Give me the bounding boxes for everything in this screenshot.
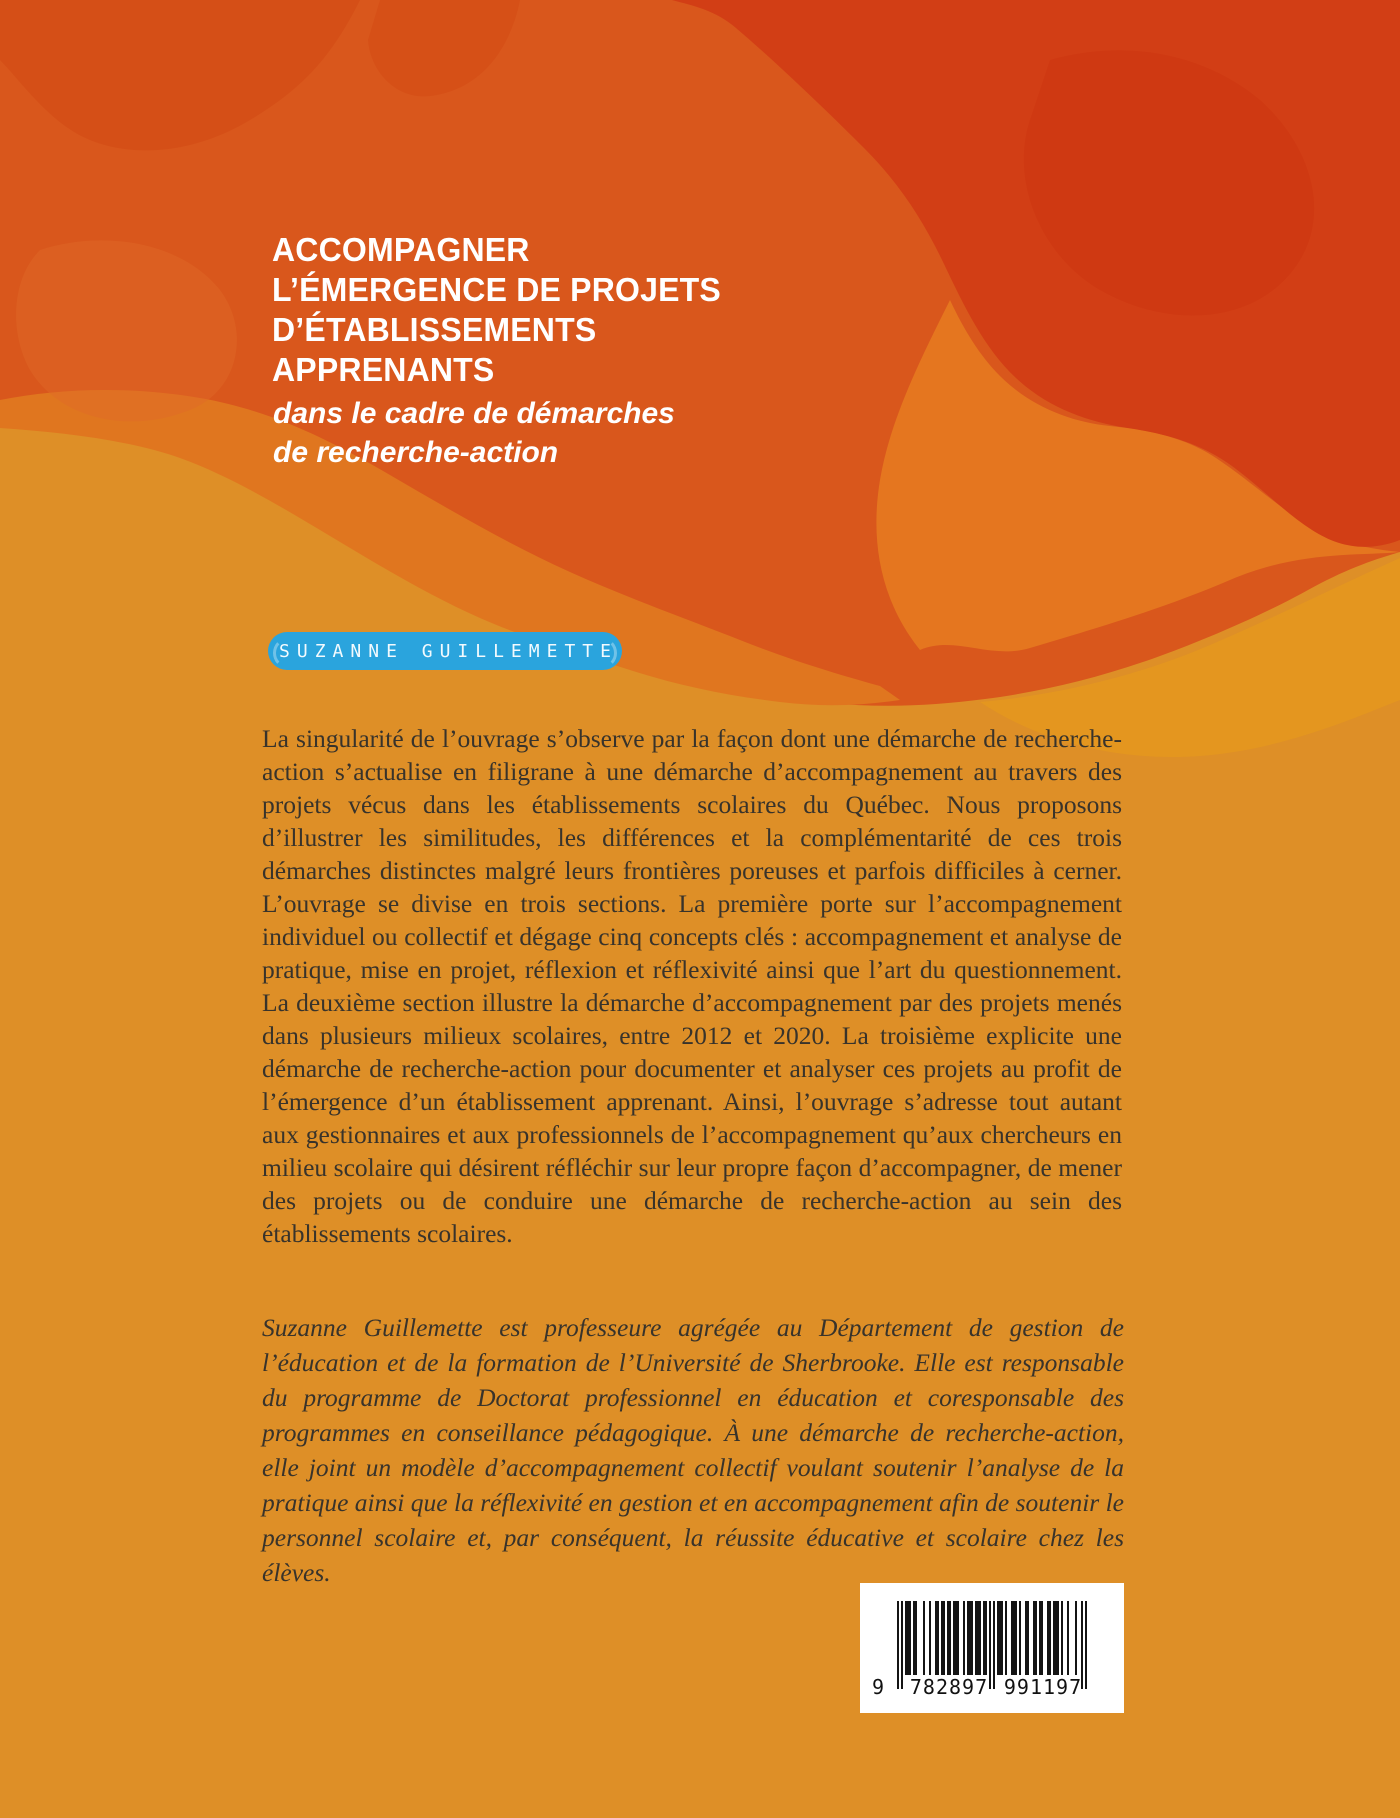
isbn-group2: 991197	[1003, 1675, 1083, 1699]
title-line: L’ÉMERGENCE DE PROJETS	[272, 271, 721, 308]
title-line: D’ÉTABLISSEMENTS	[272, 311, 597, 348]
subtitle-line: de recherche-action	[273, 436, 559, 469]
book-title	[272, 230, 735, 390]
title-line: ACCOMPAGNER	[272, 231, 530, 268]
author-name-label: SUZANNE GUILLEMETTE	[279, 640, 618, 662]
isbn-group1: 782897	[909, 1675, 989, 1699]
subtitle-line: dans le cadre de démarches	[273, 397, 675, 430]
author-bio: Suzanne Guillemette est professeure agrégée au Département de gestion de l’éducation et de la formation de l’Université de Sherbrooke. Elle est responsable du programme de Doctorat professionnel en éducation et coresponsable des programmes en conseillance pédagogique. À une démarche de recherche-action, elle joint un modèle d’accompagnement collectif voulant soutenir l’analyse de la pratique ainsi que la réflexivité en gestion et en accompagnement afin de soutenir le personnel scolaire et, par conséquent, la réussite éducative et scolaire chez les élèves.	[262, 1313, 1124, 1587]
title-line: APPRENANTS	[272, 351, 495, 388]
author-name-badge	[268, 632, 622, 670]
book-subtitle	[273, 394, 675, 472]
isbn-barcode	[860, 1583, 1124, 1713]
back-cover-description: La singularité de l’ouvrage s’observe par la façon dont une démarche de recherche-action s’actualise en filigrane à une démarche d’accompagnement au travers des projets vécus dans les établissements scolaires du Québec. Nous proposons d’illustrer les similitudes, les différences et la complémentarité de ces trois démarches distinctes malgré leurs frontières poreuses et parfois difficiles à cerner. L’ouvrage se divise en trois sections. La première porte sur l’accompagnement individuel ou collectif et dégage cinq concepts clés : accompagnement et analyse de pratique, mise en projet, réflexion et réflexivité ainsi que l’art du questionnement. La deuxième section illustre la démarche d’accompagnement par des projets menés dans plusieurs milieux scolaires, entre 2012 et 2020. La troisième explicite une démarche de recherche-action pour documenter et analyser ces projets au profit de l’émergence d’un établissement apprenant. Ainsi, l’ouvrage s’adresse tout autant aux gestionnaires et aux professionnels de l’accompagnement qu’aux chercheurs en milieu scolaire qui désirent réfléchir sur leur propre façon d’accompagner, de mener des projets ou de conduire une démarche de recherche-action au sein des établissements scolaires.	[262, 724, 1122, 1248]
isbn-digits	[860, 1675, 1124, 1701]
isbn-lead-digit: 9	[872, 1675, 885, 1699]
